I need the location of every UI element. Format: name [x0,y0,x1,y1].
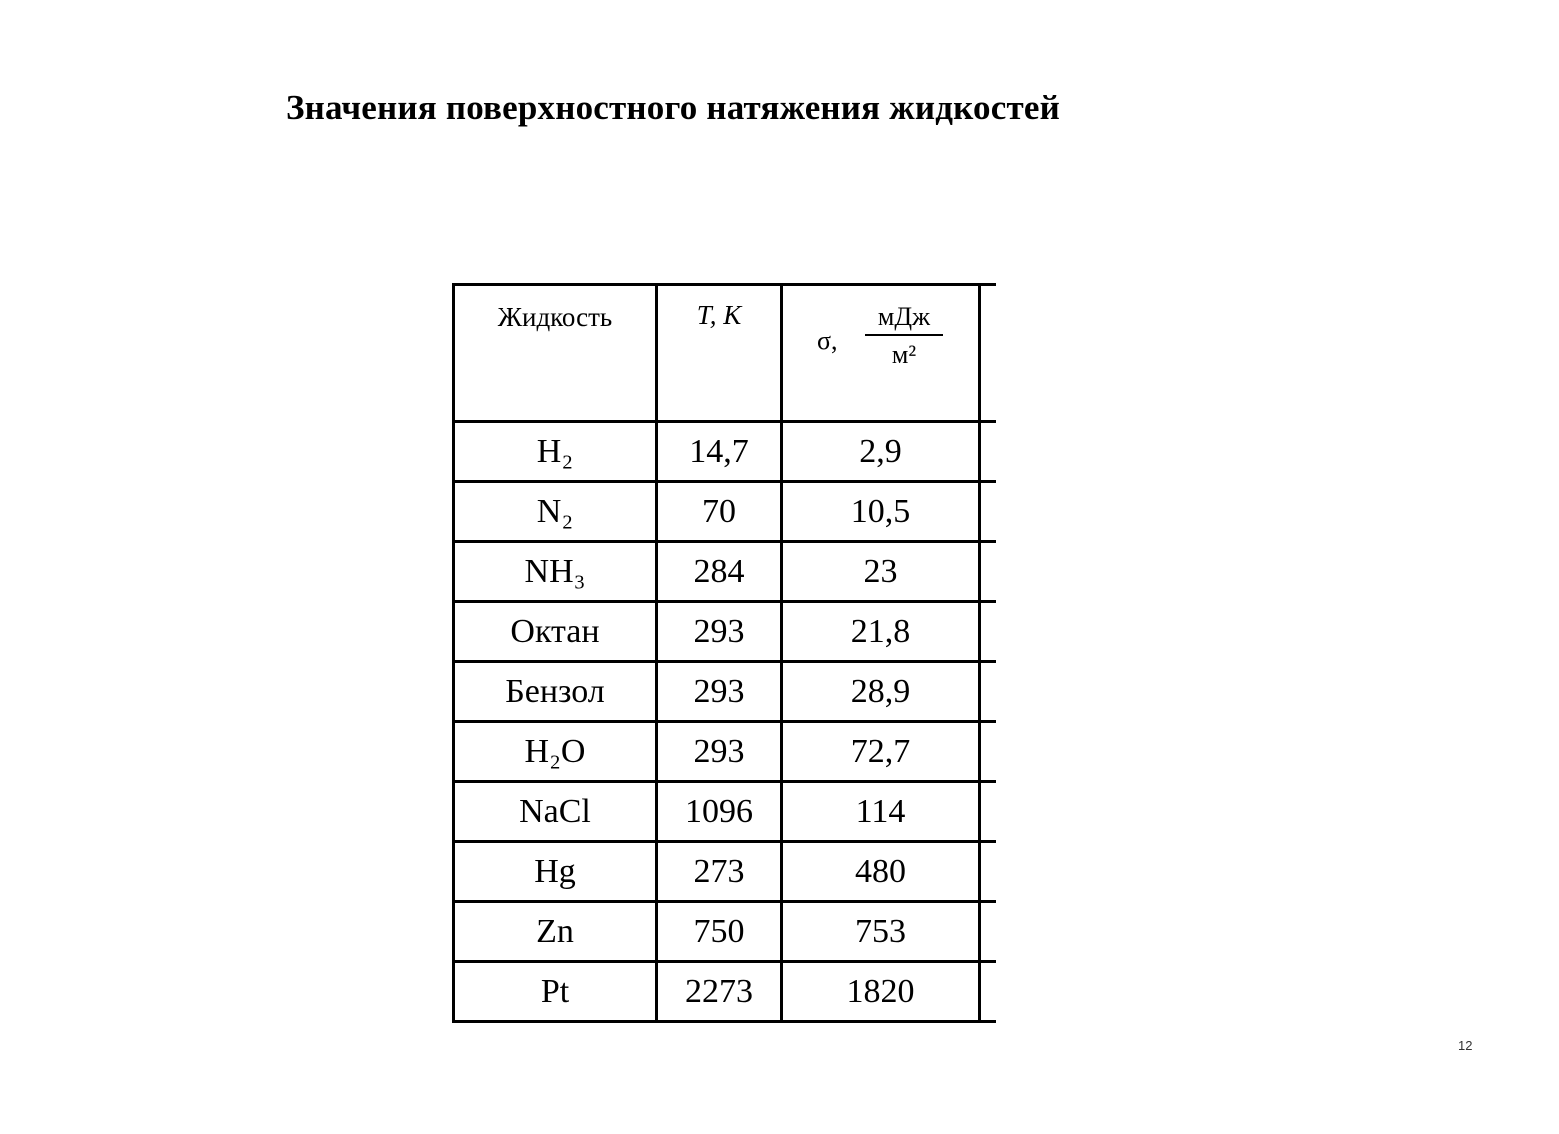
header-temperature-label: T, K [696,300,742,330]
cell-sigma: 72,7 [782,722,980,782]
cell-liquid: H₂ [454,422,657,482]
cell-temperature: 284 [657,542,782,602]
cell-sigma: 23 [782,542,980,602]
table-edge-cell [980,602,997,662]
header-sigma-content [783,286,978,420]
table-header-row [454,285,997,422]
cell-sigma: 21,8 [782,602,980,662]
table-edge-cell [980,902,997,962]
header-temperature [657,285,782,422]
table-edge-cell [980,662,997,722]
page-number: 12 [1458,1038,1473,1053]
cell-liquid: Zn [454,902,657,962]
table-row [454,962,997,1022]
table-row [454,842,997,902]
cell-liquid: Pt [454,962,657,1022]
table-row [454,782,997,842]
cell-liquid: NH₃ [454,542,657,602]
sigma-unit-numerator: мДж [865,304,943,336]
table-edge-cell [980,962,997,1022]
cell-temperature: 293 [657,722,782,782]
table-row [454,482,997,542]
table-edge-cell [980,722,997,782]
table-edge-cell [980,285,997,422]
header-liquid-label: Жидкость [497,302,613,332]
cell-temperature: 750 [657,902,782,962]
cell-temperature: 273 [657,842,782,902]
cell-liquid: H₂O [454,722,657,782]
cell-temperature: 1096 [657,782,782,842]
sigma-unit-fraction [865,304,943,368]
cell-sigma: 753 [782,902,980,962]
table-edge-cell [980,842,997,902]
cell-liquid: Октан [454,602,657,662]
cell-liquid: Hg [454,842,657,902]
cell-liquid: N₂ [454,482,657,542]
table-row [454,722,997,782]
cell-temperature: 14,7 [657,422,782,482]
cell-temperature: 2273 [657,962,782,1022]
cell-temperature: 293 [657,662,782,722]
cell-sigma: 10,5 [782,482,980,542]
cell-sigma: 28,9 [782,662,980,722]
cell-sigma: 2,9 [782,422,980,482]
table-edge-cell [980,482,997,542]
surface-tension-table [452,283,996,1023]
cell-sigma: 480 [782,842,980,902]
surface-tension-table-container [452,283,998,1023]
header-liquid [454,285,657,422]
table-row [454,422,997,482]
page-title: Значения поверхностного натяжения жидкостей [286,88,1060,127]
sigma-symbol: σ, [817,326,838,355]
sigma-unit-denominator: м² [891,340,917,369]
cell-liquid: Бензол [454,662,657,722]
cell-sigma: 114 [782,782,980,842]
cell-liquid: NaCl [454,782,657,842]
cell-temperature: 70 [657,482,782,542]
table-row [454,602,997,662]
header-sigma [782,285,980,422]
table-edge-cell [980,782,997,842]
cell-sigma: 1820 [782,962,980,1022]
table-edge-cell [980,422,997,482]
cell-temperature: 293 [657,602,782,662]
table-row [454,542,997,602]
table-edge-cell [980,542,997,602]
table-row [454,662,997,722]
table-row [454,902,997,962]
